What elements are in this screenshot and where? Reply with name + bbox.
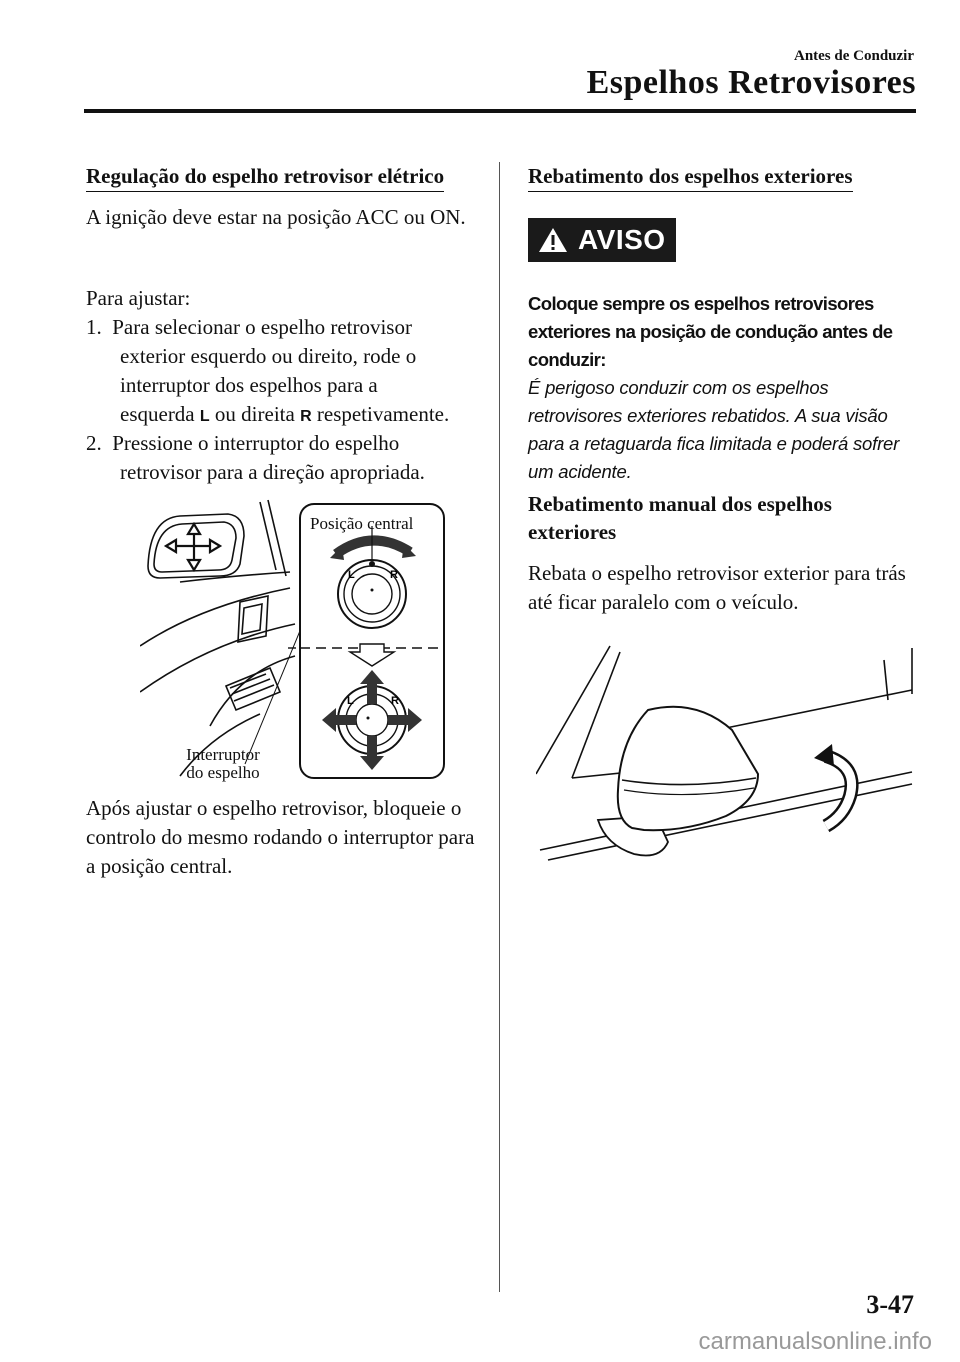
step-1-line-c: interruptor dos espelhos para a bbox=[120, 373, 378, 397]
heading-folding-mirrors: Rebatimento dos espelhos exteriores bbox=[528, 164, 853, 192]
after-adjust-paragraph: Após ajustar o espelho retrovisor, bloqueie o controlo do mesmo rodando o interruptor para a posição central. bbox=[86, 796, 475, 878]
heading-electric-mirror-adjustment: Regulação do espelho retrovisor elétrico bbox=[86, 164, 444, 192]
aviso-banner bbox=[528, 218, 676, 262]
step-1-text-end: respetivamente. bbox=[311, 402, 450, 426]
watermark: carmanualsonline.info bbox=[698, 1328, 932, 1355]
chapter-title: Antes de Conduzir bbox=[793, 48, 914, 64]
mirror-switch-figure bbox=[140, 496, 450, 782]
knob-top-l-label: L bbox=[348, 569, 355, 581]
intro-paragraph: A ignição deve estar na posição ACC ou ON. bbox=[86, 205, 466, 229]
step-2-line-a: Pressione o interruptor do espelho bbox=[112, 431, 400, 455]
mirror-switch-illustration bbox=[140, 496, 450, 782]
step-1-line-d bbox=[86, 400, 486, 431]
page-number: 3-47 bbox=[866, 1290, 914, 1319]
manual-folding-paragraph: Rebata o espelho retrovisor exterior para trás até ficar paralelo com o veículo. bbox=[528, 561, 906, 614]
label-mirror-switch bbox=[178, 746, 268, 782]
warning-body-text: É perigoso conduzir com os espelhos retrovisores exteriores rebatidos. A sua visão para a retaguarda fica limitada e poderá sofrer um acidente. bbox=[528, 377, 900, 482]
heading-manual-folding: Rebatimento manual dos espelhos exteriores bbox=[528, 492, 832, 544]
step-1-line-b: exterior esquerdo ou direito, rode o bbox=[120, 344, 417, 368]
section-title: Espelhos Retrovisores bbox=[586, 64, 916, 101]
step-2-number: 2. bbox=[86, 431, 102, 455]
column-divider bbox=[499, 162, 500, 1292]
step-2 bbox=[86, 429, 486, 487]
warning-bold-text: Coloque sempre os espelhos retrovisores exteriores na posição de condução antes de conduzir: bbox=[528, 293, 893, 370]
adjust-label: Para ajustar: bbox=[86, 286, 191, 310]
step-1-text-right: ou direita bbox=[209, 402, 301, 426]
knob-bottom-r-label: R bbox=[391, 695, 399, 707]
step-1-text-left: esquerda bbox=[120, 402, 200, 426]
label-mirror-switch-line-2: do espelho bbox=[186, 763, 260, 782]
step-1-line-a: Para selecionar o espelho retrovisor bbox=[112, 315, 412, 339]
knob-bottom-l-label: L bbox=[347, 695, 354, 707]
knob-top-r-label: R bbox=[390, 569, 398, 581]
aviso-label: AVISO bbox=[578, 224, 666, 255]
step-1-number: 1. bbox=[86, 315, 102, 339]
warning-triangle-icon bbox=[538, 227, 568, 253]
folding-mirror-figure bbox=[536, 640, 916, 866]
step-1 bbox=[86, 313, 486, 431]
label-mirror-switch-line-1: Interruptor bbox=[186, 745, 260, 764]
label-center-position: Posição central bbox=[310, 514, 414, 533]
folding-mirror-illustration bbox=[536, 640, 916, 866]
key-r-symbol: R bbox=[300, 408, 312, 425]
step-2-line-b: retrovisor para a direção apropriada. bbox=[120, 460, 425, 484]
header-rule bbox=[84, 109, 916, 113]
key-l-symbol: L bbox=[199, 408, 210, 425]
